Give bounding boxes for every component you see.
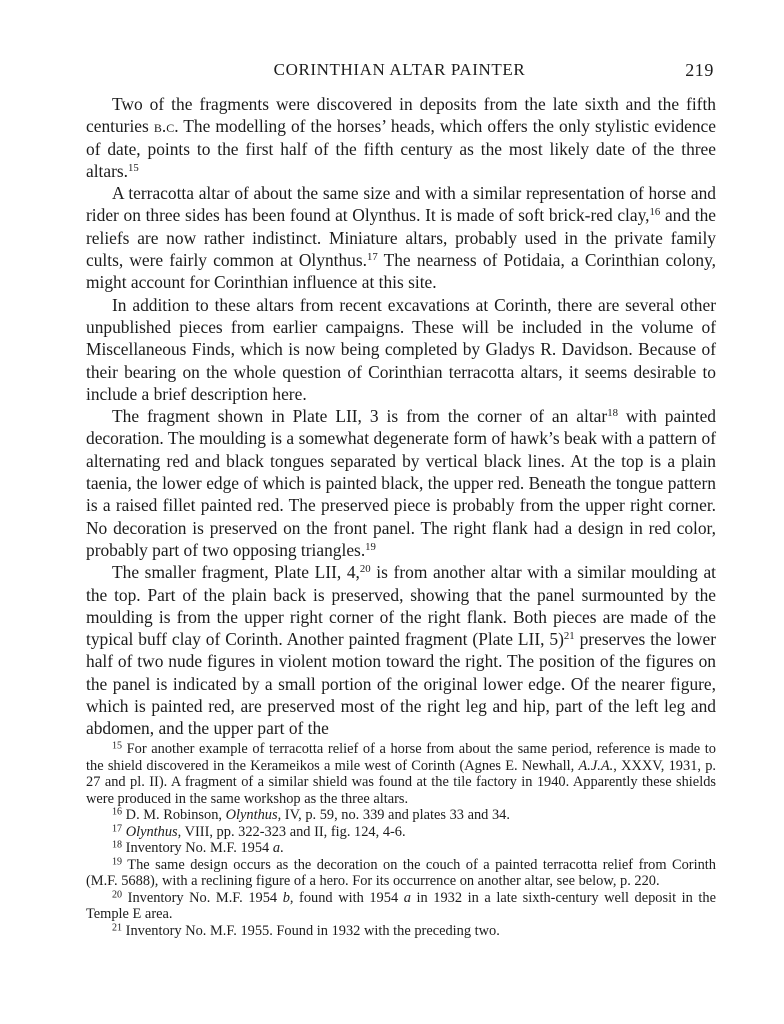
page-number: 219 bbox=[685, 60, 714, 80]
running-title: CORINTHIAN ALTAR PAINTER bbox=[273, 60, 526, 79]
paragraph-4: The fragment shown in Plate LII, 3 is from the corner of an altar$^{18}$ with painted decoration. The moulding is a somewhat degenerate form of hawk’s beak with a pattern of alternating red and black tongues separated by vertical black lines. At the top is a plain taenia, the lower edge of which is painted black, the upper red. Beneath the tongue pattern is a raised fillet painted red. The preserved piece is probably from the upper right corner. No decoration is preserved on the front panel. The right flank had a design in red color, probably part of two opposing triangles.$^{19}$ bbox=[86, 406, 716, 560]
footnote-number: 20 bbox=[112, 888, 123, 900]
footnote-17: $^{17}$ Olynthus, VIII, pp. 322-323 and II, fig. 124, 4-6. bbox=[112, 822, 406, 840]
footnote-ref-21[interactable]: 21 bbox=[563, 630, 575, 643]
footnote-ref-15[interactable]: 15 bbox=[128, 161, 139, 174]
footnote-ref-17[interactable]: 17 bbox=[367, 251, 378, 264]
era-abbreviation: b.c. bbox=[153, 116, 179, 137]
footnote-number: 15 bbox=[112, 740, 123, 752]
footnote-ref-19[interactable]: 19 bbox=[365, 541, 376, 554]
footnote-20: $^{20}$ Inventory No. M.F. 1954 b, found with 1954 a in 1932 in a late sixth-century well deposit in the Temple E area. bbox=[86, 888, 716, 922]
footnote-number: 19 bbox=[112, 855, 123, 867]
footnote-number: 16 bbox=[112, 806, 123, 818]
footnotes bbox=[86, 741, 716, 939]
footnote-ref-16[interactable]: 16 bbox=[649, 206, 661, 219]
journal-title: A.J.A. bbox=[578, 757, 614, 774]
inventory-letter: a bbox=[403, 889, 411, 906]
paragraph-3: In addition to these altars from recent excavations at Corinth, there are several other unpublished pieces from earlier campaigns. These will be included in the volume of Miscellaneous Finds, which is now being completed by Gladys R. Davidson. Because of their bearing on the whole question of Corinthian terracotta altars, it seems desirable to include a brief description here. bbox=[86, 294, 716, 404]
paragraph-1: Two of the fragments were discovered in deposits from the late sixth and the fifth centuries b.c. The modelling of the horses’ heads, which offers the only stylistic evidence of date, points to the first half of the fifth century as the most likely date of the three altars.$^{15}$ bbox=[86, 94, 716, 181]
book-title: Olynthus bbox=[125, 823, 178, 840]
footnote-15: $^{15}$ For another example of terracotta relief of a horse from about the same period, reference is made to the shield discovered in the Kerameikos a mile west of Corinth (Agnes E. Newhall, A.J.A., XXXV, 1931, p. 27 and pl. II). A fragment of a similar shield was found at the tile factory in 1940. Apparently these shields were produced in the same workshop as the three altars. bbox=[86, 740, 717, 807]
paragraph-2: A terracotta altar of about the same size and with a similar representation of horse and rider on three sides has been found at Olynthus. It is made of soft brick-red clay,$^{16}$ and the reliefs are now rather indistinct. Miniature altars, probably used in the private family cults, were fairly common at Olynthus.$^{17}$ The nearness of Potidaia, a Corinthian colony, might account for Corinthian influence at this site. bbox=[86, 183, 716, 293]
book-title: Olynthus bbox=[225, 807, 278, 823]
footnote-ref-20[interactable]: 20 bbox=[359, 563, 371, 576]
paragraph-5: The smaller fragment, Plate LII, 4,20 is from another altar with a similar moulding at the top. Part of the plain back is preserved, showing that the panel surmounted by the moulding is from the upper right corner of the right flank. Both pieces are made of the typical buff clay of Corinth. Another painted fragment (Plate LII, 5)$^{21}$ preserves the lower half of two nude figures in violent motion toward the right. The position of the figures on the panel is indicated by a small portion of the original lower edge. Of the nearer figure, which is painted red, are preserved most of the right leg and hip, part of the left leg and abdomen, and the upper part of the bbox=[86, 562, 716, 739]
footnote-number: 21 bbox=[112, 921, 123, 933]
footnote-21: $^{21}$ Inventory No. M.F. 1955. Found in 1932 with the preceding two. bbox=[112, 921, 500, 939]
footnote-ref-18[interactable]: 18 bbox=[607, 407, 618, 420]
footnote-18: $^{18}$ Inventory No. M.F. 1954 a. bbox=[112, 839, 284, 856]
footnote-19: $^{19}$ The same design occurs as the decoration on the couch of a painted terracotta relief from Corinth (M.F. 5688), with a reclining figure of a hero. For its occurrence on another altar, see below, p. 220. bbox=[86, 855, 716, 889]
body-text bbox=[86, 93, 716, 740]
footnote-16: $^{16}$ D. M. Robinson, Olynthus, IV, p. 59, no. 339 and plates 33 and 34. bbox=[112, 806, 510, 823]
inventory-letter: b bbox=[282, 889, 290, 906]
inventory-letter: a bbox=[272, 840, 281, 856]
running-head bbox=[85, 60, 714, 84]
footnote-number: 18 bbox=[112, 839, 123, 851]
footnote-number: 17 bbox=[112, 822, 123, 834]
